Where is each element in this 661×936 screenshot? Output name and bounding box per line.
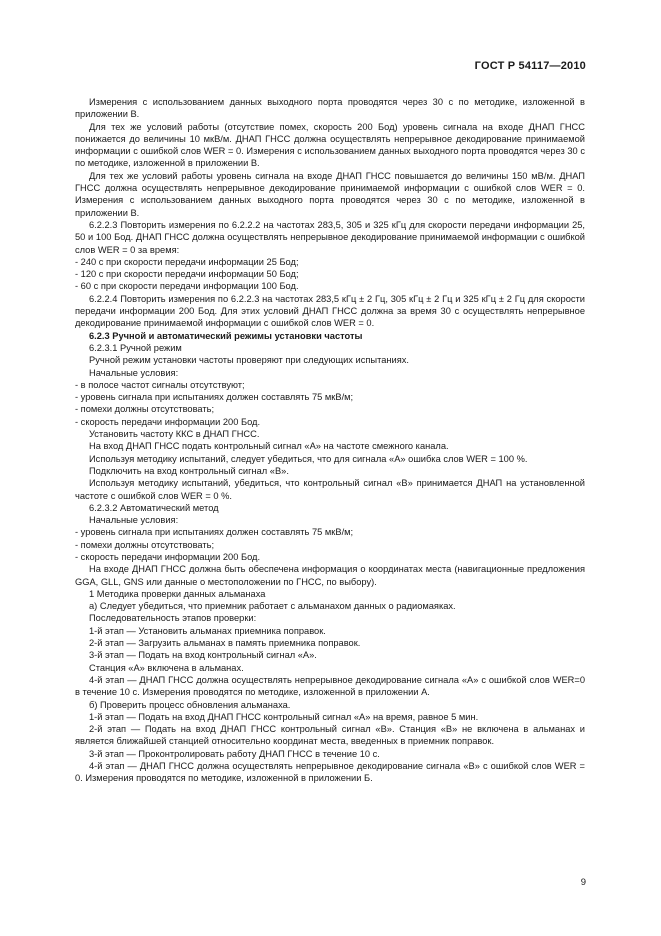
list-item: - 120 с при скорости передачи информации 50 Бод; [75,269,299,280]
list-item: - 60 с при скорости передачи информации 100 Бод. [75,281,299,292]
paragraph: 6.2.3.2 Автоматический метод [89,502,219,513]
paragraph: 6.2.3.1 Ручной режим [89,342,182,353]
paragraph: Для тех же условий работы уровень сигнала на входе ДНАП ГНСС повышается до величины 150 мВ/м. ДНАП ГНСС должна осуществлять непрерывное декодирование принимаемой информации с ошибкой слов WER = 0. Измерения с использованием данных выходного порта проводятся через 30 с по методике, изложенной в приложении В. [75,170,585,218]
list-item: - уровень сигнала при испытаниях должен составлять 75 мкВ/м; [75,392,354,403]
paragraph: Для тех же условий работы (отсутствие помех, скорость 200 Бод) уровень сигнала на входе ДНАП ГНСС понижается до величины 10 мкВ/м. ДНАП ГНСС должна осуществлять непрерывное декодирование принимаемой информации с ошибкой слов WER = 0. Измерения с использованием данных выходного порта проводятся через 30 с по методике, изложенной в приложении В. [75,121,585,169]
list-item: - в полосе частот сигналы отсутствуют; [75,379,245,390]
paragraph: Используя методику испытаний, следует убедиться, что для сигнала «А» ошибка слов WER = 100 %. [89,453,528,464]
paragraph: а) Следует убедиться, что приемник работает с альманахом данных о радиомаяках. [89,601,456,612]
paragraph: б) Проверить процесс обновления альманаха. [89,699,291,710]
list-item: - скорость передачи информации 200 Бод. [75,416,261,427]
list-item: - уровень сигнала при испытаниях должен составлять 75 мкВ/м; [75,527,354,538]
list-item: - 240 с при скорости передачи информации 25 Бод; [75,256,299,267]
paragraph: 4-й этап — ДНАП ГНСС должна осуществлять непрерывное декодирование сигнала «В» с ошибкой слов WER = 0. Измерения проводятся по методике, изложенной в приложении Б. [75,761,585,784]
paragraph: 6.2.2.4 Повторить измерения по 6.2.2.3 на частотах 283,5 кГц ± 2 Гц, 305 кГц ± 2 Гц и 325 кГц ± 2 Гц для скорости передачи информации 200 Бод. Для этих условий ДНАП ГНСС должна за время 30 с осуществлять непрерывное декодирование принимаемой информации с ошибкой слов WER = 0. [75,293,585,329]
standard-id-header: ГОСТ Р 54117—2010 [474,60,586,72]
document-body [75,96,585,785]
paragraph: Ручной режим установки частоты проверяют при следующих испытаниях. [89,355,410,366]
paragraph: Начальные условия: [89,515,179,526]
paragraph: 3-й этап — Подать на вход контрольный сигнал «А». [89,650,317,661]
paragraph: Измерения с использованием данных выходного порта проводятся через 30 с по методике, изложенной в приложении В. [75,97,585,120]
page-number: 9 [580,877,586,888]
paragraph: Используя методику испытаний, убедиться, что контрольный сигнал «В» принимается ДНАП на установленной частоте с ошибкой слов WER = 0 %. [75,478,585,501]
list-item: - скорость передачи информации 200 Бод. [75,551,261,562]
paragraph: Подключить на вход контрольный сигнал «В». [89,465,289,476]
paragraph: 2-й этап — Загрузить альманах в память приемника поправок. [89,638,361,649]
paragraph: Начальные условия: [89,367,179,378]
list-item: - помехи должны отсутствовать; [75,539,215,550]
paragraph: На вход ДНАП ГНСС подать контрольный сигнал «А» на частоте смежного канала. [89,441,449,452]
paragraph: 1 Методика проверки данных альманаха [89,588,266,599]
paragraph: 1-й этап — Установить альманах приемника поправок. [89,625,326,636]
paragraph: На входе ДНАП ГНСС должна быть обеспечена информация о координатах места (навигационные предложения GGA, GLL, GNS или данные о местоположении по ГНСС, по выбору). [75,564,585,587]
list-item: - помехи должны отсутствовать; [75,404,215,415]
paragraph: 2-й этап — Подать на вход ДНАП ГНСС контрольный сигнал «В». Станция «В» не включена в альманах и является ближайшей станцией относительно координат места, введенных в приемник поправок. [75,724,585,747]
paragraph: 6.2.2.3 Повторить измерения по 6.2.2.2 на частотах 283,5, 305 и 325 кГц для скорости передачи информации 25, 50 и 100 Бод. ДНАП ГНСС должна осуществлять непрерывное декодирование принимаемой информации с ошибкой слов WER = 0 за время: [75,219,585,255]
paragraph: 3-й этап — Проконтролировать работу ДНАП ГНСС в течение 10 с. [89,748,380,759]
paragraph: Установить частоту ККС в ДНАП ГНСС. [89,429,260,440]
paragraph: 4-й этап — ДНАП ГНСС должна осуществлять непрерывное декодирование сигнала «А» с ошибкой слов WER=0 в течение 10 с. Измерения проводятся по методике, изложенной в приложении А. [75,674,585,698]
paragraph: Последовательность этапов проверки: [89,613,257,624]
paragraph: Станция «А» включена в альманах. [89,662,244,673]
paragraph: 1-й этап — Подать на вход ДНАП ГНСС контрольный сигнал «А» на время, равное 5 мин. [89,711,479,722]
section-heading: 6.2.3 Ручной и автоматический режимы установки частоты [89,330,363,341]
